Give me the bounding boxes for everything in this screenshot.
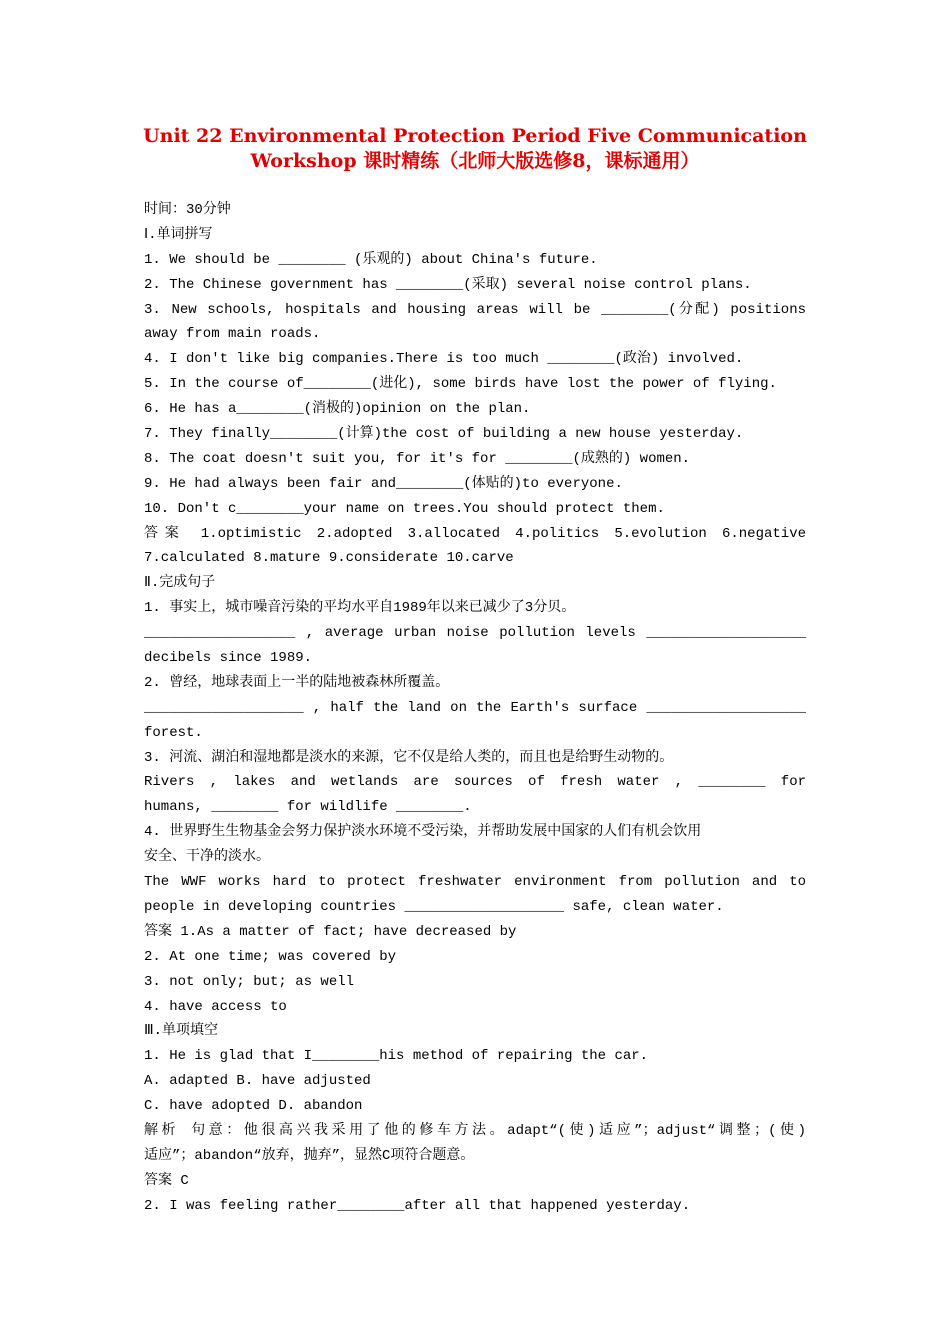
text-line: 答案 1.optimistic 2.adopted 3.allocated 4.politics 5.evolution 6.negative	[144, 525, 806, 542]
text-line: 答案 1.As a matter of fact; have decreased by	[144, 923, 517, 940]
text-line: A. adapted B. have adjusted	[144, 1073, 371, 1090]
text-line: 2. 曾经，地球表面上一半的陆地被森林所覆盖。	[144, 674, 450, 691]
text-line: 1. He is glad that I________his method of repairing the car.	[144, 1048, 649, 1065]
text-line: 3. 河流、湖泊和湿地都是淡水的来源，它不仅是给人类的，而且也是给野生动物的。	[144, 749, 674, 766]
text-line: 2. I was feeling rather________after all that happened yesterday.	[144, 1197, 691, 1214]
title-line-1: Unit 22 Environmental Protection Period Five Communication	[143, 125, 807, 147]
text-line: ___________________ , half the land on the Earth's surface ___________________	[144, 699, 806, 716]
text-line: 时间：30分钟	[144, 202, 231, 218]
text-line: Ⅲ.单项填空	[144, 1023, 219, 1040]
text-line: humans, ________ for wildlife ________.	[144, 799, 472, 816]
text-line: 3. not only; but; as well	[144, 973, 355, 990]
text-line: 4. 世界野生生物基金会努力保护淡水环境不受污染，并帮助发展中国家的人们有机会饮用	[144, 824, 702, 841]
text-line: Rivers , lakes and wetlands are sources of fresh water , ________ for	[144, 774, 806, 791]
text-line: 2. The Chinese government has ________(采取) several noise control plans.	[144, 276, 752, 293]
document-body	[144, 198, 806, 1219]
text-line: C. have adopted D. abandon	[144, 1098, 363, 1115]
text-line: people in developing countries ___________________ safe, clean water.	[144, 898, 724, 915]
text-line: 4. I don't like big companies.There is too much ________(政治) involved.	[144, 351, 744, 368]
text-line: 1. 事实上，城市噪音污染的平均水平自1989年以来已减少了3分贝。	[144, 600, 576, 617]
text-line: away from main roads.	[144, 326, 321, 343]
text-line: 3. New schools, hospitals and housing areas will be ________(分配) positions	[144, 301, 806, 318]
text-line: Ⅰ.单词拼写	[144, 226, 213, 243]
document-title	[120, 124, 830, 174]
text-line: 4. have access to	[144, 998, 287, 1015]
text-line: 安全、干净的淡水。	[144, 849, 270, 866]
text-line: forest.	[144, 724, 203, 741]
text-line: 10. Don't c________your name on trees.You should protect them.	[144, 500, 665, 517]
text-line: decibels since 1989.	[144, 650, 313, 667]
text-line: 7.calculated 8.mature 9.considerate 10.carve	[144, 550, 514, 567]
text-line: 解析 句意：他很高兴我采用了他的修车方法。adapt“(使)适应”；adjust“调整；(使)	[144, 1122, 806, 1139]
text-line: 7. They finally________(计算)the cost of building a new house yesterday.	[144, 426, 744, 443]
title-line-2: Workshop 课时精练（北师大版选修8，课标通用）	[250, 150, 700, 172]
text-line: The WWF works hard to protect freshwater environment from pollution and to	[144, 874, 806, 891]
text-line: 9. He had always been fair and________(体贴的)to everyone.	[144, 475, 623, 492]
text-line: 5. In the course of________(进化), some birds have lost the power of flying.	[144, 376, 777, 393]
text-line: 1. We should be ________ (乐观的) about China's future.	[144, 251, 598, 268]
text-line: 6. He has a________(消极的)opinion on the plan.	[144, 401, 531, 418]
text-line: 答案 C	[144, 1172, 189, 1189]
text-line: 2. At one time; was covered by	[144, 948, 397, 965]
text-line: Ⅱ.完成句子	[144, 575, 216, 592]
text-line: __________________ , average urban noise pollution levels ___________________	[144, 625, 806, 642]
text-line: 适应”；abandon“放弃，抛弃”，显然C项符合题意。	[144, 1147, 475, 1164]
text-line: 8. The coat doesn't suit you, for it's for ________(成熟的) women.	[144, 450, 691, 467]
